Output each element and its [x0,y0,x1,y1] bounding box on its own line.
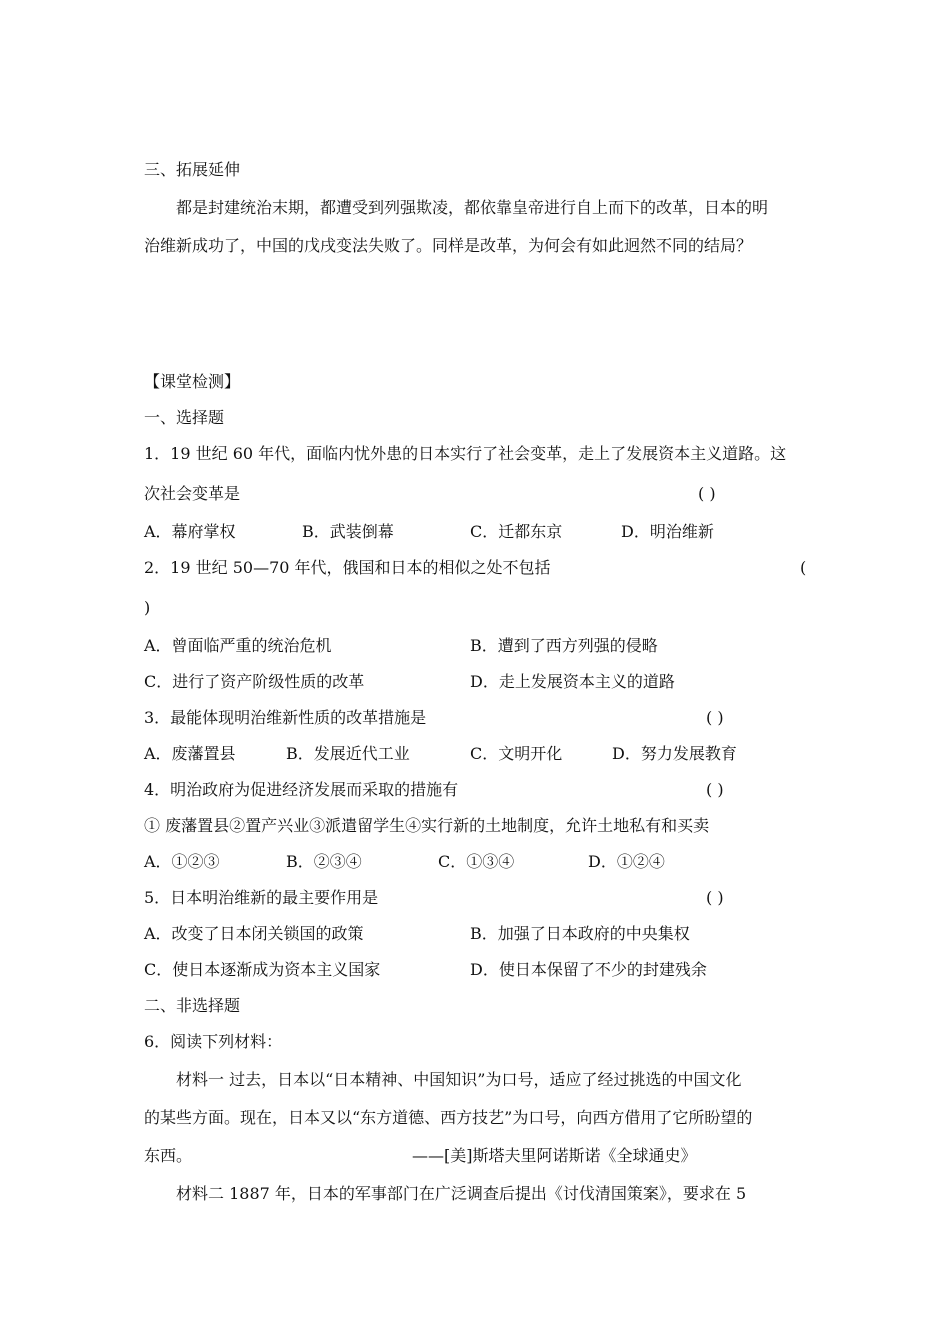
q2-text-line1: 2．19 世纪 50—70 年代，俄国和日本的相似之处不包括 [144,558,551,577]
q5-text: 5．日本明治维新的最主要作用是 [144,888,379,907]
q2-option-a: A．曾面临严重的统治危机 [144,636,332,655]
quiz-title: 【课堂检测】 [144,372,241,391]
q1-answer-paren: ( ) [698,484,716,503]
q2-paren-open: ( [800,558,807,577]
section-heading-extension: 三、拓展延伸 [144,160,241,179]
q3-option-d: D．努力发展教育 [612,744,737,763]
q1-option-a: A．幕府掌权 [144,522,236,541]
q4-measures: ① 废藩置县②置产兴业③派遣留学生④实行新的土地制度，允许土地私有和买卖 [144,816,710,835]
material1-line2: 的某些方面。现在，日本又以“东方道德、西方技艺”为口号，向西方借用了它所盼望的 [144,1108,753,1127]
q4-answer-paren: ( ) [706,780,724,799]
q2-paren-close: ) [144,598,151,617]
q4-option-d: D．①②④ [588,852,665,871]
q5-option-b: B．加强了日本政府的中央集权 [470,924,690,943]
q5-option-a: A．改变了日本闭关锁国的政策 [144,924,364,943]
q1-option-c: C．迁都东京 [470,522,563,541]
q2-option-c: C．进行了资产阶级性质的改革 [144,672,365,691]
q2-option-d: D．走上发展资本主义的道路 [470,672,675,691]
q5-option-c: C．使日本逐渐成为资本主义国家 [144,960,381,979]
q1-option-b: B．武装倒幕 [302,522,394,541]
extension-paragraph-line2: 治维新成功了，中国的戊戌变法失败了。同样是改革，为何会有如此迥然不同的结局？ [144,236,753,255]
q3-answer-paren: ( ) [706,708,724,727]
material1-line1: 材料一 过去，日本以“日本精神、中国知识”为口号，适应了经过挑选的中国文化 [176,1070,742,1089]
material2-line1: 材料二 1887 年，日本的军事部门在广泛调查后提出《讨伐清国策案》，要求在 5 [176,1184,747,1203]
q3-option-a: A．废藩置县 [144,744,236,763]
q4-option-a: A．①②③ [144,852,220,871]
q2-option-b: B．遭到了西方列强的侵略 [470,636,658,655]
q3-option-c: C．文明开化 [470,744,563,763]
q5-option-d: D．使日本保留了不少的封建残余 [470,960,707,979]
material1-source: ——[美]斯塔夫里阿诺斯诺《全球通史》 [412,1146,697,1165]
part1-heading: 一、选择题 [144,408,225,427]
q1-text-line2: 次社会变革是 [144,484,241,503]
q3-option-b: B．发展近代工业 [286,744,410,763]
q1-text-line1: 1．19 世纪 60 年代，面临内忧外患的日本实行了社会变革，走上了发展资本主义道路。这 [144,444,787,463]
q6-text: 6．阅读下列材料： [144,1032,283,1051]
extension-paragraph-line1: 都是封建统治末期，都遭受到列强欺凌，都依靠皇帝进行自上而下的改革，日本的明 [176,198,769,217]
material1-line3: 东西。 [144,1146,193,1165]
q5-answer-paren: ( ) [706,888,724,907]
part2-heading: 二、非选择题 [144,996,241,1015]
q1-option-d: D．明治维新 [621,522,714,541]
q3-text: 3．最能体现明治维新性质的改革措施是 [144,708,427,727]
q4-option-c: C．①③④ [438,852,515,871]
q4-text: 4．明治政府为促进经济发展而采取的措施有 [144,780,459,799]
q4-option-b: B．②③④ [286,852,362,871]
